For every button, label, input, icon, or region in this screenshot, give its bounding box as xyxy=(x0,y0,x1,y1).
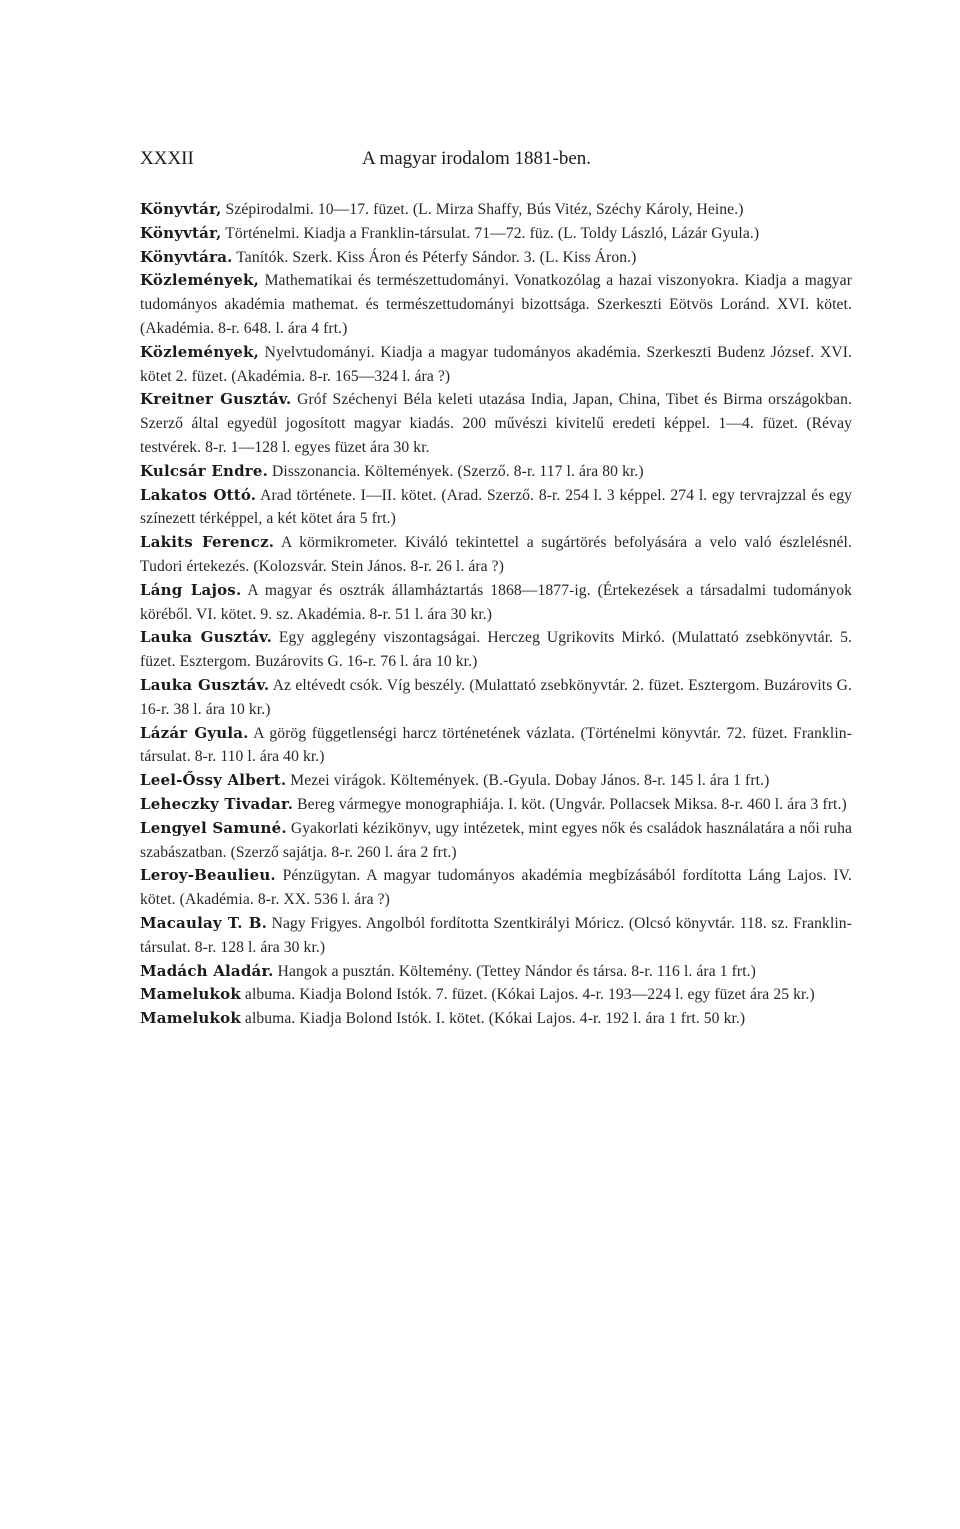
entry-heading: Könyvtára. xyxy=(140,247,233,266)
entry-heading: Madách Aladár. xyxy=(140,961,274,980)
entry-text: A körmikrometer. Kiváló tekintettel a sugártörés befolyására a velo való észlelésnél. Tudori értekezés. (Kolozsvár. Stein János. 8-r. 26 l. ára ?) xyxy=(140,534,852,575)
entry-text: Gróf Széchenyi Béla keleti utazása India, Japan, China, Tibet és Birma országokban. Szerző által egyedül jogosított magyar kiadás. 200 művészi kivitelű eredeti képpel. 1—4. füzet. (Révay testvérek. 8-r. 1—128 l. egyes füzet ára 30 kr. xyxy=(140,391,852,456)
entry-text: Szépirodalmi. 10—17. füzet. (L. Mirza Shaffy, Bús Vitéz, Széchy Károly, Heine.) xyxy=(221,201,744,218)
bibliography-entry xyxy=(140,626,852,674)
entry-heading: Könyvtár, xyxy=(140,200,222,218)
entry-heading: Lauka Gusztáv. xyxy=(140,675,270,694)
entry-text: Történelmi. Kiadja a Franklin-társulat. 71—72. füz. (L. Toldy László, Lázár Gyula.) xyxy=(221,224,760,242)
bibliography-list xyxy=(140,198,852,1031)
bibliography-entry xyxy=(140,722,852,770)
page-number: XXXII xyxy=(140,148,194,169)
entry-heading: Lázár Gyula. xyxy=(140,723,249,742)
bibliography-entry xyxy=(140,912,852,960)
entry-heading: Leel-Őssy Albert. xyxy=(140,771,287,790)
entry-heading: Közlemények, xyxy=(140,342,260,361)
entry-text: Az eltévedt csók. Víg beszély. (Mulattató zsebkönyvtár. 2. füzet. Esztergom. Buzárovits G. 16-r. 38 l. ára 10 kr.) xyxy=(140,676,853,718)
entry-heading: Macaulay T. B. xyxy=(140,913,267,932)
entry-heading: Leroy-Beaulieu. xyxy=(140,866,276,885)
entry-heading: Lakits Ferencz. xyxy=(140,533,275,552)
entry-text: Disszonancia. Költemények. (Szerző. 8-r. 117 l. ára 80 kr.) xyxy=(268,462,644,480)
page-header xyxy=(140,148,850,178)
bibliography-entry xyxy=(140,222,852,246)
bibliography-entry xyxy=(140,817,852,865)
entry-heading: Kreitner Gusztáv. xyxy=(140,390,292,409)
bibliography-entry xyxy=(140,983,852,1007)
entry-text: Nagy Frigyes. Angolból fordította Szentkirályi Móricz. (Olcsó könyvtár. 118. sz. Franklin-társulat. 8-r. 128 l. ára 30 kr.) xyxy=(140,914,852,956)
bibliography-entry xyxy=(140,864,852,912)
entry-heading: Könyvtár, xyxy=(140,223,222,242)
bibliography-entry xyxy=(140,769,852,793)
bibliography-entry xyxy=(140,341,852,389)
entry-text: Nyelvtudományi. Kiadja a magyar tudományos akadémia. Szerkeszti Budenz József. XVI. kötet 2. füzet. (Akadémia. 8-r. 165—324 l. ára ?) xyxy=(140,343,852,385)
bibliography-entry xyxy=(140,1007,852,1031)
bibliography-entry xyxy=(140,793,852,817)
entry-text: Tanítók. Szerk. Kiss Áron és Péterfy Sándor. 3. (L. Kiss Áron.) xyxy=(232,248,637,266)
bibliography-entry xyxy=(140,579,852,627)
entry-text: Egy agglegény viszontagságai. Herczeg Ugrikovits Mirkó. (Mulattató zsebkönyvtár. 5. füzet. Esztergom. Buzárovits G. 16-r. 76 l. ára 10 kr.) xyxy=(140,629,853,671)
entry-heading: Lakatos Ottó. xyxy=(140,485,257,504)
entry-text: Bereg vármegye monographiája. I. köt. (Ungvár. Pollacsek Miksa. 8-r. 460 l. ára 3 frt.) xyxy=(293,795,847,813)
entry-heading: Lauka Gusztáv. xyxy=(140,628,272,647)
bibliography-entry xyxy=(140,388,852,459)
entry-text: albuma. Kiadja Bolond Istók. 7. füzet. (Kókai Lajos. 4-r. 193—224 l. egy füzet ára 25 kr.) xyxy=(240,986,815,1004)
bibliography-entry xyxy=(140,674,852,722)
entry-text: A görög függetlenségi harcz történetének vázlata. (Történelmi könyvtár. 72. füzet. Franklin-társulat. 8-r. 110 l. ára 40 kr.) xyxy=(140,724,852,766)
bibliography-entry xyxy=(140,198,852,222)
running-title: A magyar irodalom 1881-ben. xyxy=(362,148,592,169)
entry-text: Mezei virágok. Költemények. (B.-Gyula. Dobay János. 8-r. 145 l. ára 1 frt.) xyxy=(286,772,770,790)
bibliography-entry xyxy=(140,531,852,579)
entry-text: Hangok a pusztán. Költemény. (Tettey Nándor és társa. 8-r. 116 l. ára 1 frt.) xyxy=(273,962,756,980)
entry-heading: Mamelukok xyxy=(140,1009,241,1028)
entry-heading: Mamelukok xyxy=(140,985,241,1004)
entry-text: Mathematikai és természettudományi. Vonatkozólag a hazai viszonyokra. Kiadja a magyar tudományos akadémia mathemat. és természettudományi bizottsága. Szerkeszti Eötvös Loránd. XVI. kötet. (Akadémia. 8-r. 648. l. ára 4 frt.) xyxy=(140,272,852,337)
bibliography-entry xyxy=(140,246,852,270)
entry-text: albuma. Kiadja Bolond Istók. I. kötet. (Kókai Lajos. 4-r. 192 l. ára 1 frt. 50 kr.) xyxy=(240,1010,746,1028)
bibliography-entry xyxy=(140,460,852,484)
entry-heading: Leheczky Tivadar. xyxy=(140,794,294,813)
entry-text: A magyar és osztrák államháztartás 1868—1877-ig. (Értekezések a társadalmi tudományok köréből. VI. kötet. 9. sz. Akadémia. 8-r. 51 l. ára 30 kr.) xyxy=(140,581,853,623)
entry-text: Arad története. I—II. kötet. (Arad. Szerző. 8-r. 254 l. 3 képpel. 274 l. egy tervrajzzal és egy színezett térképpel, a két kötet ára 5 frt.) xyxy=(140,486,852,528)
entry-heading: Láng Lajos. xyxy=(140,580,242,599)
bibliography-entry xyxy=(140,484,852,532)
entry-text: Pénzügytan. A magyar tudományos akadémia megbízásából fordította Láng Lajos. IV. kötet. (Akadémia. 8-r. XX. 536 l. ára ?) xyxy=(140,867,852,909)
bibliography-entry xyxy=(140,960,852,984)
entry-heading: Kulcsár Endre. xyxy=(140,461,269,480)
entry-text: Gyakorlati kézikönyv, ugy intézetek, mint egyes nők és családok használatára a női ruha szabászatban. (Szerző sajátja. 8-r. 260 l. ára 2 frt.) xyxy=(140,819,852,861)
bibliography-entry xyxy=(140,269,852,340)
entry-heading: Közlemények, xyxy=(140,271,260,290)
entry-heading: Lengyel Samuné. xyxy=(140,818,287,837)
